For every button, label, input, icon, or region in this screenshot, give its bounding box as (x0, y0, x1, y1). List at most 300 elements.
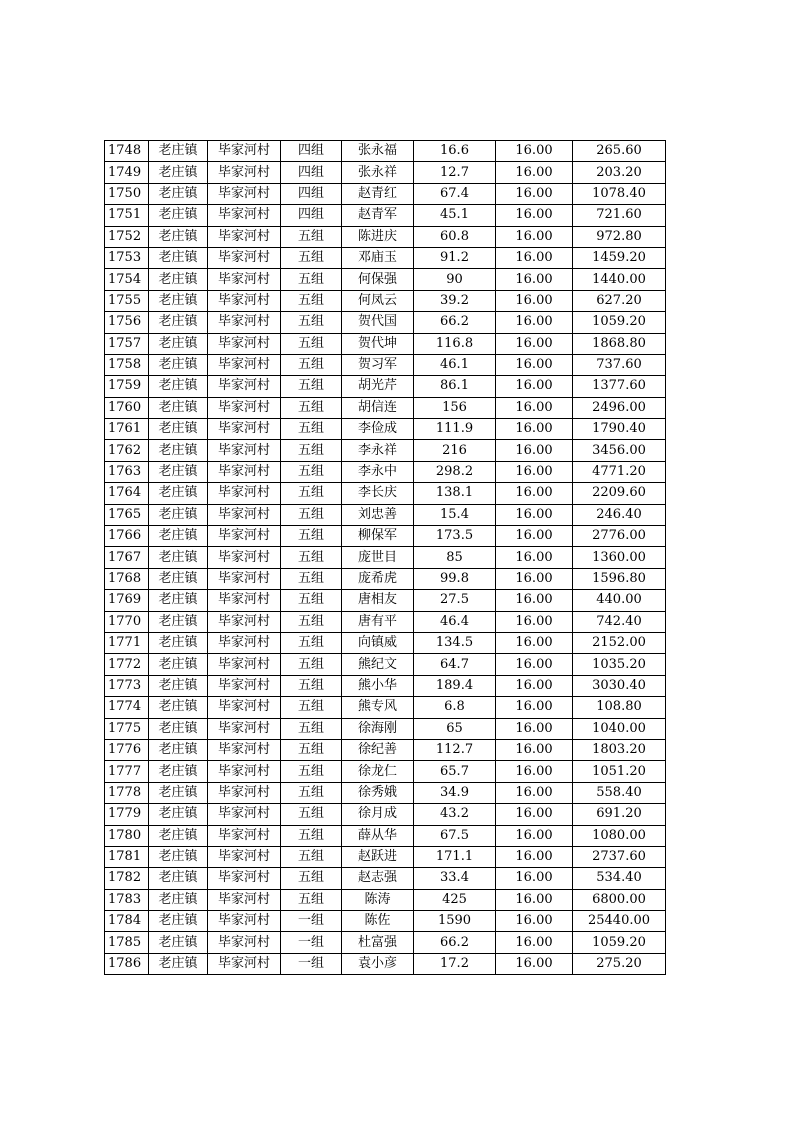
town-cell: 老庄镇 (149, 804, 208, 825)
group-cell: 五组 (281, 333, 342, 354)
row-number-cell: 1750 (105, 183, 149, 204)
town-cell: 老庄镇 (149, 290, 208, 311)
table-row (105, 911, 666, 932)
village-cell: 毕家河村 (208, 568, 281, 589)
rate-cell: 16.00 (496, 419, 573, 440)
name-cell: 徐海刚 (342, 718, 414, 739)
group-cell: 五组 (281, 247, 342, 268)
area-cell: 111.9 (414, 419, 496, 440)
town-cell: 老庄镇 (149, 547, 208, 568)
area-cell: 99.8 (414, 568, 496, 589)
village-cell: 毕家河村 (208, 141, 281, 162)
area-cell: 34.9 (414, 782, 496, 803)
name-cell: 赵青军 (342, 205, 414, 226)
name-cell: 张永祥 (342, 162, 414, 183)
group-cell: 五组 (281, 675, 342, 696)
row-number-cell: 1758 (105, 354, 149, 375)
group-cell: 一组 (281, 953, 342, 974)
table-row (105, 183, 666, 204)
village-cell: 毕家河村 (208, 397, 281, 418)
village-cell: 毕家河村 (208, 889, 281, 910)
village-cell: 毕家河村 (208, 825, 281, 846)
amount-cell: 2776.00 (573, 526, 666, 547)
name-cell: 何凤云 (342, 290, 414, 311)
village-cell: 毕家河村 (208, 654, 281, 675)
amount-cell: 25440.00 (573, 911, 666, 932)
village-cell: 毕家河村 (208, 461, 281, 482)
group-cell: 五组 (281, 269, 342, 290)
row-number-cell: 1776 (105, 739, 149, 760)
village-cell: 毕家河村 (208, 697, 281, 718)
area-cell: 116.8 (414, 333, 496, 354)
amount-cell: 1078.40 (573, 183, 666, 204)
amount-cell: 440.00 (573, 590, 666, 611)
area-cell: 33.4 (414, 868, 496, 889)
row-number-cell: 1773 (105, 675, 149, 696)
village-cell: 毕家河村 (208, 761, 281, 782)
row-number-cell: 1760 (105, 397, 149, 418)
town-cell: 老庄镇 (149, 269, 208, 290)
town-cell: 老庄镇 (149, 889, 208, 910)
group-cell: 五组 (281, 654, 342, 675)
group-cell: 五组 (281, 526, 342, 547)
rate-cell: 16.00 (496, 697, 573, 718)
group-cell: 五组 (281, 761, 342, 782)
town-cell: 老庄镇 (149, 354, 208, 375)
table-row (105, 782, 666, 803)
area-cell: 16.6 (414, 141, 496, 162)
row-number-cell: 1786 (105, 953, 149, 974)
village-cell: 毕家河村 (208, 911, 281, 932)
group-cell: 五组 (281, 632, 342, 653)
table-row (105, 568, 666, 589)
rate-cell: 16.00 (496, 226, 573, 247)
name-cell: 李永中 (342, 461, 414, 482)
rate-cell: 16.00 (496, 141, 573, 162)
group-cell: 一组 (281, 932, 342, 953)
row-number-cell: 1755 (105, 290, 149, 311)
table-row (105, 247, 666, 268)
area-cell: 6.8 (414, 697, 496, 718)
group-cell: 五组 (281, 226, 342, 247)
amount-cell: 3030.40 (573, 675, 666, 696)
name-cell: 唐相友 (342, 590, 414, 611)
amount-cell: 6800.00 (573, 889, 666, 910)
rate-cell: 16.00 (496, 312, 573, 333)
town-cell: 老庄镇 (149, 718, 208, 739)
area-cell: 90 (414, 269, 496, 290)
village-cell: 毕家河村 (208, 739, 281, 760)
amount-cell: 203.20 (573, 162, 666, 183)
amount-cell: 742.40 (573, 611, 666, 632)
village-cell: 毕家河村 (208, 590, 281, 611)
rate-cell: 16.00 (496, 911, 573, 932)
name-cell: 熊纪文 (342, 654, 414, 675)
table-row (105, 868, 666, 889)
town-cell: 老庄镇 (149, 205, 208, 226)
name-cell: 向镇威 (342, 632, 414, 653)
group-cell: 五组 (281, 312, 342, 333)
rate-cell: 16.00 (496, 440, 573, 461)
village-cell: 毕家河村 (208, 547, 281, 568)
rate-cell: 16.00 (496, 611, 573, 632)
name-cell: 邓庙玉 (342, 247, 414, 268)
amount-cell: 246.40 (573, 504, 666, 525)
row-number-cell: 1756 (105, 312, 149, 333)
group-cell: 五组 (281, 419, 342, 440)
table-row (105, 226, 666, 247)
rate-cell: 16.00 (496, 183, 573, 204)
group-cell: 五组 (281, 782, 342, 803)
amount-cell: 1360.00 (573, 547, 666, 568)
name-cell: 陈进庆 (342, 226, 414, 247)
rate-cell: 16.00 (496, 889, 573, 910)
name-cell: 李长庆 (342, 483, 414, 504)
area-cell: 17.2 (414, 953, 496, 974)
name-cell: 胡光芹 (342, 376, 414, 397)
town-cell: 老庄镇 (149, 590, 208, 611)
table-row (105, 483, 666, 504)
town-cell: 老庄镇 (149, 504, 208, 525)
table-row (105, 312, 666, 333)
table-row (105, 333, 666, 354)
rate-cell: 16.00 (496, 761, 573, 782)
group-cell: 四组 (281, 183, 342, 204)
amount-cell: 1790.40 (573, 419, 666, 440)
village-cell: 毕家河村 (208, 526, 281, 547)
village-cell: 毕家河村 (208, 419, 281, 440)
table-row (105, 932, 666, 953)
rate-cell: 16.00 (496, 590, 573, 611)
village-cell: 毕家河村 (208, 932, 281, 953)
rate-cell: 16.00 (496, 825, 573, 846)
town-cell: 老庄镇 (149, 376, 208, 397)
area-cell: 66.2 (414, 932, 496, 953)
area-cell: 12.7 (414, 162, 496, 183)
town-cell: 老庄镇 (149, 825, 208, 846)
name-cell: 张永福 (342, 141, 414, 162)
area-cell: 27.5 (414, 590, 496, 611)
amount-cell: 627.20 (573, 290, 666, 311)
rate-cell: 16.00 (496, 568, 573, 589)
village-cell: 毕家河村 (208, 483, 281, 504)
name-cell: 胡信连 (342, 397, 414, 418)
area-cell: 39.2 (414, 290, 496, 311)
group-cell: 五组 (281, 889, 342, 910)
name-cell: 刘忠善 (342, 504, 414, 525)
name-cell: 赵青红 (342, 183, 414, 204)
village-cell: 毕家河村 (208, 376, 281, 397)
town-cell: 老庄镇 (149, 183, 208, 204)
row-number-cell: 1772 (105, 654, 149, 675)
town-cell: 老庄镇 (149, 419, 208, 440)
group-cell: 五组 (281, 568, 342, 589)
table-row (105, 269, 666, 290)
area-cell: 15.4 (414, 504, 496, 525)
row-number-cell: 1766 (105, 526, 149, 547)
table-row (105, 354, 666, 375)
table-row (105, 761, 666, 782)
village-cell: 毕家河村 (208, 846, 281, 867)
rate-cell: 16.00 (496, 162, 573, 183)
village-cell: 毕家河村 (208, 782, 281, 803)
town-cell: 老庄镇 (149, 226, 208, 247)
row-number-cell: 1748 (105, 141, 149, 162)
table-row (105, 205, 666, 226)
area-cell: 138.1 (414, 483, 496, 504)
name-cell: 徐秀娥 (342, 782, 414, 803)
row-number-cell: 1771 (105, 632, 149, 653)
village-cell: 毕家河村 (208, 868, 281, 889)
name-cell: 徐月成 (342, 804, 414, 825)
table-row (105, 504, 666, 525)
table-row (105, 290, 666, 311)
table-row (105, 953, 666, 974)
table-row (105, 526, 666, 547)
name-cell: 陈佐 (342, 911, 414, 932)
town-cell: 老庄镇 (149, 911, 208, 932)
table-row (105, 162, 666, 183)
row-number-cell: 1769 (105, 590, 149, 611)
town-cell: 老庄镇 (149, 526, 208, 547)
row-number-cell: 1768 (105, 568, 149, 589)
group-cell: 一组 (281, 911, 342, 932)
table-row (105, 590, 666, 611)
table-row (105, 804, 666, 825)
town-cell: 老庄镇 (149, 312, 208, 333)
village-cell: 毕家河村 (208, 205, 281, 226)
town-cell: 老庄镇 (149, 333, 208, 354)
table-row (105, 654, 666, 675)
area-cell: 64.7 (414, 654, 496, 675)
row-number-cell: 1759 (105, 376, 149, 397)
town-cell: 老庄镇 (149, 568, 208, 589)
amount-cell: 275.20 (573, 953, 666, 974)
village-cell: 毕家河村 (208, 804, 281, 825)
town-cell: 老庄镇 (149, 697, 208, 718)
name-cell: 贺代国 (342, 312, 414, 333)
amount-cell: 3456.00 (573, 440, 666, 461)
name-cell: 熊专风 (342, 697, 414, 718)
village-cell: 毕家河村 (208, 504, 281, 525)
group-cell: 五组 (281, 697, 342, 718)
row-number-cell: 1781 (105, 846, 149, 867)
table-row (105, 547, 666, 568)
row-number-cell: 1777 (105, 761, 149, 782)
amount-cell: 265.60 (573, 141, 666, 162)
village-cell: 毕家河村 (208, 269, 281, 290)
rate-cell: 16.00 (496, 269, 573, 290)
rate-cell: 16.00 (496, 868, 573, 889)
town-cell: 老庄镇 (149, 141, 208, 162)
village-cell: 毕家河村 (208, 953, 281, 974)
town-cell: 老庄镇 (149, 761, 208, 782)
group-cell: 四组 (281, 141, 342, 162)
area-cell: 65 (414, 718, 496, 739)
area-cell: 66.2 (414, 312, 496, 333)
table-row (105, 397, 666, 418)
name-cell: 唐有平 (342, 611, 414, 632)
table-row (105, 825, 666, 846)
row-number-cell: 1775 (105, 718, 149, 739)
town-cell: 老庄镇 (149, 397, 208, 418)
amount-cell: 558.40 (573, 782, 666, 803)
row-number-cell: 1770 (105, 611, 149, 632)
table-row (105, 846, 666, 867)
amount-cell: 1051.20 (573, 761, 666, 782)
rate-cell: 16.00 (496, 932, 573, 953)
table-row (105, 697, 666, 718)
name-cell: 庞希虎 (342, 568, 414, 589)
rate-cell: 16.00 (496, 846, 573, 867)
table-row (105, 376, 666, 397)
area-cell: 156 (414, 397, 496, 418)
group-cell: 五组 (281, 718, 342, 739)
amount-cell: 1459.20 (573, 247, 666, 268)
group-cell: 四组 (281, 162, 342, 183)
row-number-cell: 1778 (105, 782, 149, 803)
table-row (105, 739, 666, 760)
name-cell: 柳保军 (342, 526, 414, 547)
name-cell: 何保强 (342, 269, 414, 290)
rate-cell: 16.00 (496, 483, 573, 504)
table-row (105, 675, 666, 696)
row-number-cell: 1753 (105, 247, 149, 268)
amount-cell: 2737.60 (573, 846, 666, 867)
rate-cell: 16.00 (496, 333, 573, 354)
town-cell: 老庄镇 (149, 782, 208, 803)
name-cell: 贺习军 (342, 354, 414, 375)
village-cell: 毕家河村 (208, 162, 281, 183)
rate-cell: 16.00 (496, 632, 573, 653)
area-cell: 425 (414, 889, 496, 910)
village-cell: 毕家河村 (208, 440, 281, 461)
amount-cell: 972.80 (573, 226, 666, 247)
group-cell: 五组 (281, 846, 342, 867)
area-cell: 86.1 (414, 376, 496, 397)
area-cell: 67.5 (414, 825, 496, 846)
rate-cell: 16.00 (496, 654, 573, 675)
area-cell: 46.4 (414, 611, 496, 632)
group-cell: 五组 (281, 483, 342, 504)
rate-cell: 16.00 (496, 376, 573, 397)
table-row (105, 718, 666, 739)
area-cell: 91.2 (414, 247, 496, 268)
town-cell: 老庄镇 (149, 739, 208, 760)
row-number-cell: 1761 (105, 419, 149, 440)
group-cell: 五组 (281, 611, 342, 632)
rate-cell: 16.00 (496, 461, 573, 482)
amount-cell: 1059.20 (573, 312, 666, 333)
rate-cell: 16.00 (496, 526, 573, 547)
village-cell: 毕家河村 (208, 247, 281, 268)
table-row (105, 141, 666, 162)
group-cell: 五组 (281, 547, 342, 568)
village-cell: 毕家河村 (208, 312, 281, 333)
row-number-cell: 1784 (105, 911, 149, 932)
rate-cell: 16.00 (496, 739, 573, 760)
table-body (105, 141, 666, 975)
amount-cell: 721.60 (573, 205, 666, 226)
area-cell: 67.4 (414, 183, 496, 204)
village-cell: 毕家河村 (208, 632, 281, 653)
rate-cell: 16.00 (496, 247, 573, 268)
village-cell: 毕家河村 (208, 290, 281, 311)
village-cell: 毕家河村 (208, 718, 281, 739)
area-cell: 216 (414, 440, 496, 461)
row-number-cell: 1783 (105, 889, 149, 910)
area-cell: 173.5 (414, 526, 496, 547)
name-cell: 徐龙仁 (342, 761, 414, 782)
amount-cell: 737.60 (573, 354, 666, 375)
area-cell: 45.1 (414, 205, 496, 226)
area-cell: 85 (414, 547, 496, 568)
group-cell: 五组 (281, 440, 342, 461)
row-number-cell: 1782 (105, 868, 149, 889)
amount-cell: 1080.00 (573, 825, 666, 846)
village-cell: 毕家河村 (208, 675, 281, 696)
rate-cell: 16.00 (496, 397, 573, 418)
amount-cell: 1803.20 (573, 739, 666, 760)
village-cell: 毕家河村 (208, 333, 281, 354)
rate-cell: 16.00 (496, 718, 573, 739)
amount-cell: 1868.80 (573, 333, 666, 354)
name-cell: 徐纪善 (342, 739, 414, 760)
area-cell: 189.4 (414, 675, 496, 696)
amount-cell: 1035.20 (573, 654, 666, 675)
amount-cell: 2209.60 (573, 483, 666, 504)
town-cell: 老庄镇 (149, 440, 208, 461)
table-row (105, 440, 666, 461)
town-cell: 老庄镇 (149, 483, 208, 504)
town-cell: 老庄镇 (149, 611, 208, 632)
name-cell: 薛从华 (342, 825, 414, 846)
row-number-cell: 1764 (105, 483, 149, 504)
town-cell: 老庄镇 (149, 247, 208, 268)
name-cell: 赵志强 (342, 868, 414, 889)
town-cell: 老庄镇 (149, 675, 208, 696)
rate-cell: 16.00 (496, 290, 573, 311)
amount-cell: 691.20 (573, 804, 666, 825)
row-number-cell: 1754 (105, 269, 149, 290)
name-cell: 贺代坤 (342, 333, 414, 354)
area-cell: 60.8 (414, 226, 496, 247)
name-cell: 杜富强 (342, 932, 414, 953)
row-number-cell: 1749 (105, 162, 149, 183)
group-cell: 五组 (281, 461, 342, 482)
name-cell: 庞世目 (342, 547, 414, 568)
group-cell: 五组 (281, 354, 342, 375)
table-row (105, 632, 666, 653)
group-cell: 五组 (281, 290, 342, 311)
area-cell: 65.7 (414, 761, 496, 782)
amount-cell: 4771.20 (573, 461, 666, 482)
amount-cell: 534.40 (573, 868, 666, 889)
area-cell: 43.2 (414, 804, 496, 825)
data-table (104, 140, 666, 975)
village-cell: 毕家河村 (208, 226, 281, 247)
group-cell: 五组 (281, 504, 342, 525)
row-number-cell: 1780 (105, 825, 149, 846)
amount-cell: 1377.60 (573, 376, 666, 397)
row-number-cell: 1763 (105, 461, 149, 482)
name-cell: 袁小彦 (342, 953, 414, 974)
name-cell: 李永祥 (342, 440, 414, 461)
table-row (105, 461, 666, 482)
group-cell: 五组 (281, 804, 342, 825)
group-cell: 五组 (281, 868, 342, 889)
town-cell: 老庄镇 (149, 932, 208, 953)
